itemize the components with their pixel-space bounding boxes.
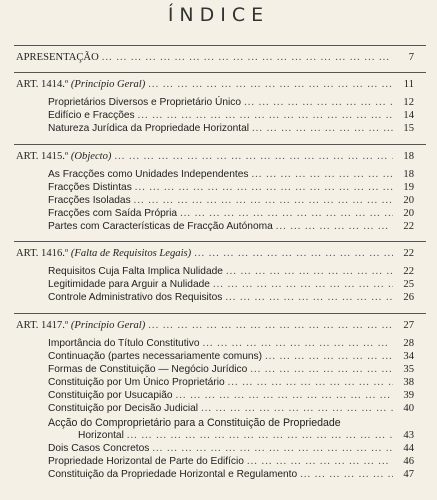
toc-section-heading[interactable] xyxy=(16,248,414,260)
toc-entry[interactable] xyxy=(48,279,414,291)
article-number: ART. 1415.º xyxy=(16,151,69,162)
toc-entry[interactable] xyxy=(48,364,414,376)
dot-leader xyxy=(213,279,393,291)
page-number: 12 xyxy=(403,97,414,108)
toc-entry[interactable] xyxy=(48,110,414,122)
toc-entry[interactable] xyxy=(48,338,414,350)
dot-leader xyxy=(102,52,393,64)
article-number: ART. 1414.º xyxy=(16,79,69,90)
toc-entry[interactable] xyxy=(48,456,414,468)
page-number: 19 xyxy=(403,182,414,193)
entry-label: Constituição por Um Único Proprietário xyxy=(48,377,225,388)
dot-leader xyxy=(250,364,393,376)
page-number: 15 xyxy=(403,123,414,134)
page-number: 18 xyxy=(403,169,414,180)
dot-leader xyxy=(251,169,393,181)
divider xyxy=(14,144,426,145)
dot-leader xyxy=(244,97,393,109)
toc-entry[interactable] xyxy=(48,351,414,363)
dot-leader xyxy=(201,403,393,415)
entry-label: Fracções Isoladas xyxy=(48,195,131,206)
entry-label: Legitimidade para Arguir a Nulidade xyxy=(48,279,210,290)
toc-entry[interactable] xyxy=(48,266,414,278)
divider xyxy=(14,72,426,73)
page-number: 27 xyxy=(403,320,414,331)
entry-label: Requisitos Cuja Falta Implica Nulidade xyxy=(48,266,223,277)
toc-section-heading[interactable] xyxy=(16,320,414,332)
entry-label: Continuação (partes necessariamente comuns) xyxy=(48,351,263,362)
toc-entry[interactable] xyxy=(48,221,414,233)
page-number: 38 xyxy=(403,377,414,388)
page-number: 44 xyxy=(403,443,414,454)
page-number: 22 xyxy=(403,266,414,277)
entry-label: Natureza Jurídica da Propriedade Horizontal xyxy=(48,123,250,134)
dot-leader xyxy=(148,79,393,91)
article-subtitle: (Objecto) xyxy=(70,151,112,162)
page-number: 26 xyxy=(403,292,414,303)
entry-label-continuation: Horizontal xyxy=(78,430,124,441)
toc-entry[interactable] xyxy=(48,443,414,455)
dot-leader xyxy=(203,338,393,350)
toc-entry[interactable] xyxy=(48,208,414,220)
page-number: 39 xyxy=(403,390,414,401)
page-number: 20 xyxy=(403,208,414,219)
dot-leader xyxy=(225,292,393,304)
page-number: 35 xyxy=(403,364,414,375)
entry-label: Constituição por Usucapião xyxy=(48,390,173,401)
divider xyxy=(14,45,426,46)
article-number: ART. 1417.º xyxy=(16,320,69,331)
dot-leader xyxy=(194,248,393,260)
divider xyxy=(14,313,426,314)
page-number: 47 xyxy=(403,469,414,480)
dot-leader xyxy=(180,208,393,220)
toc-entry-label-line1[interactable]: Acção do Comproprietário para a Constituição de Propriedade xyxy=(48,417,341,429)
page-number: 22 xyxy=(403,248,414,259)
page-number: 28 xyxy=(403,338,414,349)
entry-label: Propriedade Horizontal de Parte do Edifício xyxy=(48,456,244,467)
article-subtitle: (Princípio Geral) xyxy=(70,320,146,331)
toc-entry[interactable] xyxy=(48,195,414,207)
page-number: 7 xyxy=(408,52,414,63)
dot-leader xyxy=(134,195,393,207)
toc-entry[interactable] xyxy=(48,182,414,194)
entry-label: Proprietários Diversos e Proprietário Único xyxy=(48,97,242,108)
dot-leader xyxy=(176,390,393,402)
entry-label: Dois Casos Concretos xyxy=(48,443,150,454)
dot-leader xyxy=(247,456,393,468)
article-subtitle: (Princípio Geral) xyxy=(70,79,146,90)
entry-label: Edifício e Fracções xyxy=(48,110,135,121)
toc-entry[interactable] xyxy=(78,430,414,442)
toc-entry[interactable] xyxy=(48,390,414,402)
toc-section-heading[interactable] xyxy=(16,79,414,91)
article-subtitle: (Falta de Requisitos Legais) xyxy=(70,248,192,259)
toc-section-heading[interactable] xyxy=(16,151,414,163)
page-number: 11 xyxy=(403,79,414,90)
dot-leader xyxy=(127,430,393,442)
dot-leader xyxy=(265,351,393,363)
entry-label: APRESENTAÇÃO xyxy=(16,52,99,63)
entry-label: Fracções com Saída Própria xyxy=(48,208,178,219)
toc-entry[interactable] xyxy=(48,469,414,481)
entry-label: Constituição da Propriedade Horizontal e Regulamento xyxy=(48,469,298,480)
entry-label: Fracções Distintas xyxy=(48,182,132,193)
page-number: 20 xyxy=(403,195,414,206)
dot-leader xyxy=(300,469,393,481)
dot-leader xyxy=(135,182,393,194)
dot-leader xyxy=(138,110,393,122)
article-number: ART. 1416.º xyxy=(16,248,69,259)
page-number: 40 xyxy=(403,403,414,414)
toc-entry[interactable] xyxy=(48,292,414,304)
entry-label: Partes com Características de Fracção Autónoma xyxy=(48,221,273,232)
entry-label: As Fracções como Unidades Independentes xyxy=(48,169,249,180)
page-number: 22 xyxy=(403,221,414,232)
dot-leader xyxy=(148,320,393,332)
entry-label: Controle Administrativo dos Requisitos xyxy=(48,292,223,303)
dot-leader xyxy=(252,123,393,135)
toc-entry-apresentacao[interactable] xyxy=(16,52,414,64)
dot-leader xyxy=(276,221,393,233)
page-number: 46 xyxy=(403,456,414,467)
toc-entry[interactable] xyxy=(48,377,414,389)
page-number: 14 xyxy=(403,110,414,121)
toc-entry[interactable] xyxy=(48,403,414,415)
dot-leader xyxy=(228,377,393,389)
page-number: 18 xyxy=(403,151,414,162)
page-number: 43 xyxy=(403,430,414,441)
entry-label: Importância do Título Constitutivo xyxy=(48,338,200,349)
dot-leader xyxy=(226,266,393,278)
toc-entry[interactable] xyxy=(48,97,414,109)
page-number: 25 xyxy=(403,279,414,290)
dot-leader xyxy=(114,151,393,163)
divider xyxy=(14,241,426,242)
page-number: 34 xyxy=(403,351,414,362)
page-title: ÍNDICE xyxy=(167,4,270,26)
entry-label: Constituição por Decisão Judicial xyxy=(48,403,199,414)
entry-label: Formas de Constituição — Negócio Jurídico xyxy=(48,364,248,375)
toc-entry[interactable] xyxy=(48,123,414,135)
dot-leader xyxy=(152,443,393,455)
toc-entry[interactable] xyxy=(48,169,414,181)
